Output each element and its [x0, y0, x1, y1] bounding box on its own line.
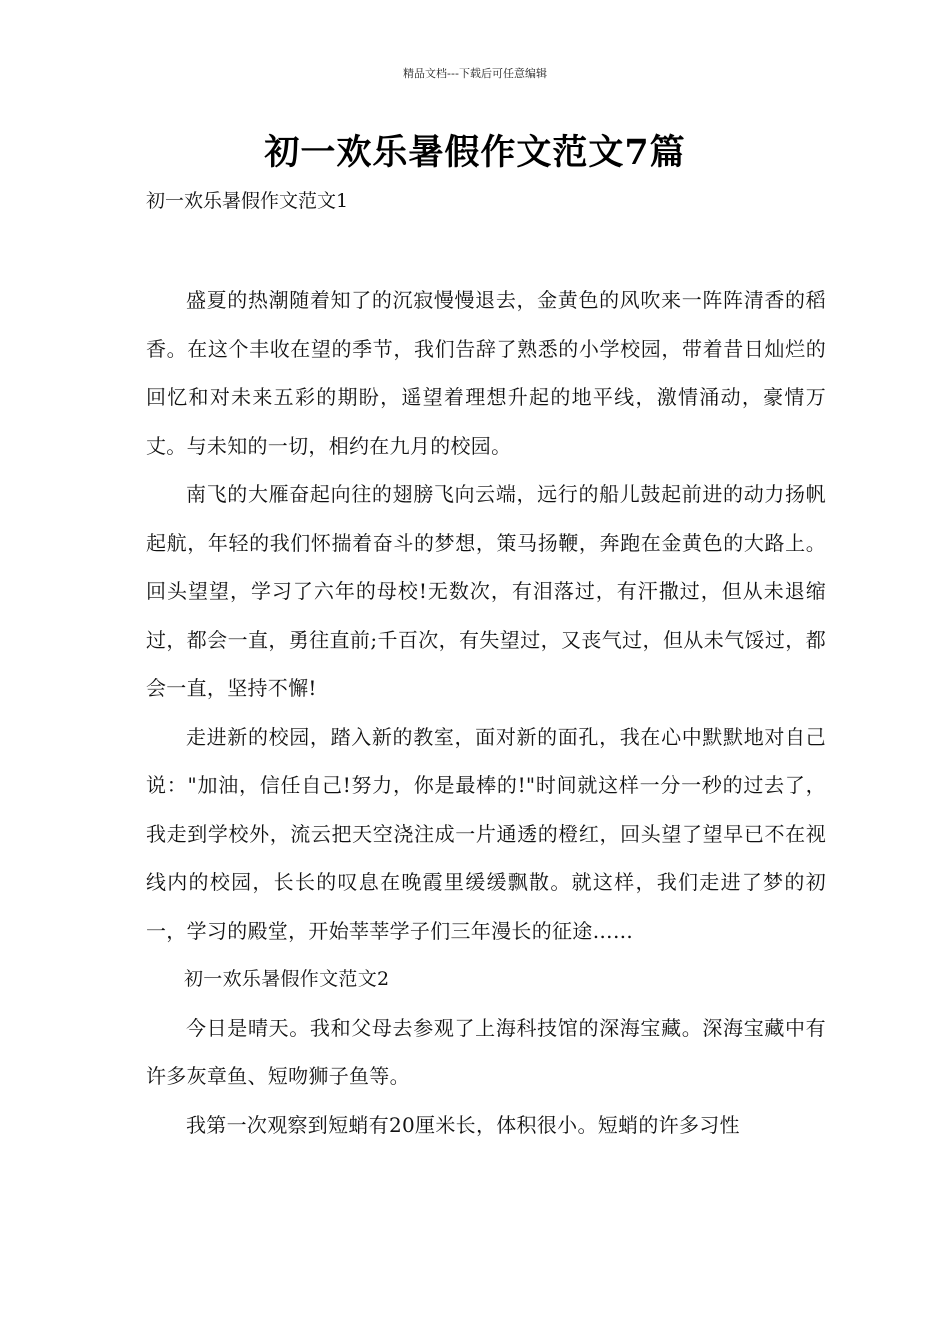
section-heading-1: 初一欢乐暑假作文范文1 [146, 190, 349, 212]
paragraph: 南飞的大雁奋起向往的翅膀飞向云端，远行的船儿鼓起前进的动力扬帆起航，年轻的我们怀揣着奋斗的梦想，策马扬鞭，奔跑在金黄色的大路上。回头望望，学习了六年的母校!无数次，有泪落过，有汗撒过，但从未退缩过，都会一直，勇往直前;千百次，有失望过，又丧气过，但从未气馁过，都会一直，坚持不懈! [146, 482, 826, 700]
header-note: 精品文档---下载后可任意编辑 [403, 67, 547, 80]
document-title: 初一欢乐暑假作文范文7篇 [264, 132, 686, 173]
paragraph: 我第一次观察到短蛸有20厘米长，体积很小。短蛸的许多习性 [186, 1112, 740, 1137]
section-heading-2: 初一欢乐暑假作文范文2 [184, 968, 390, 990]
document-body [146, 276, 826, 1149]
paragraph: 盛夏的热潮随着知了的沉寂慢慢退去，金黄色的风吹来一阵阵清香的稻香。在这个丰收在望的季节，我们告辞了熟悉的小学校园，带着昔日灿烂的回忆和对未来五彩的期盼，遥望着理想升起的地平线，激情涌动，豪情万丈。与未知的一切，相约在九月的校园。 [146, 288, 826, 458]
paragraph: 走进新的校园，踏入新的教室，面对新的面孔，我在心中默默地对自己说："加油，信任自己!努力，你是最棒的!"时间就这样一分一秒的过去了，我走到学校外，流云把天空浇注成一片通透的橙红，回头望了望早已不在视线内的校园，长长的叹息在晚霞里缓缓飘散。就这样，我们走进了梦的初一，学习的殿堂，开始莘莘学子们三年漫长的征途…… [146, 724, 826, 943]
paragraph: 今日是晴天。我和父母去参观了上海科技馆的深海宝藏。深海宝藏中有许多灰章鱼、短吻狮子鱼等。 [146, 1015, 826, 1088]
